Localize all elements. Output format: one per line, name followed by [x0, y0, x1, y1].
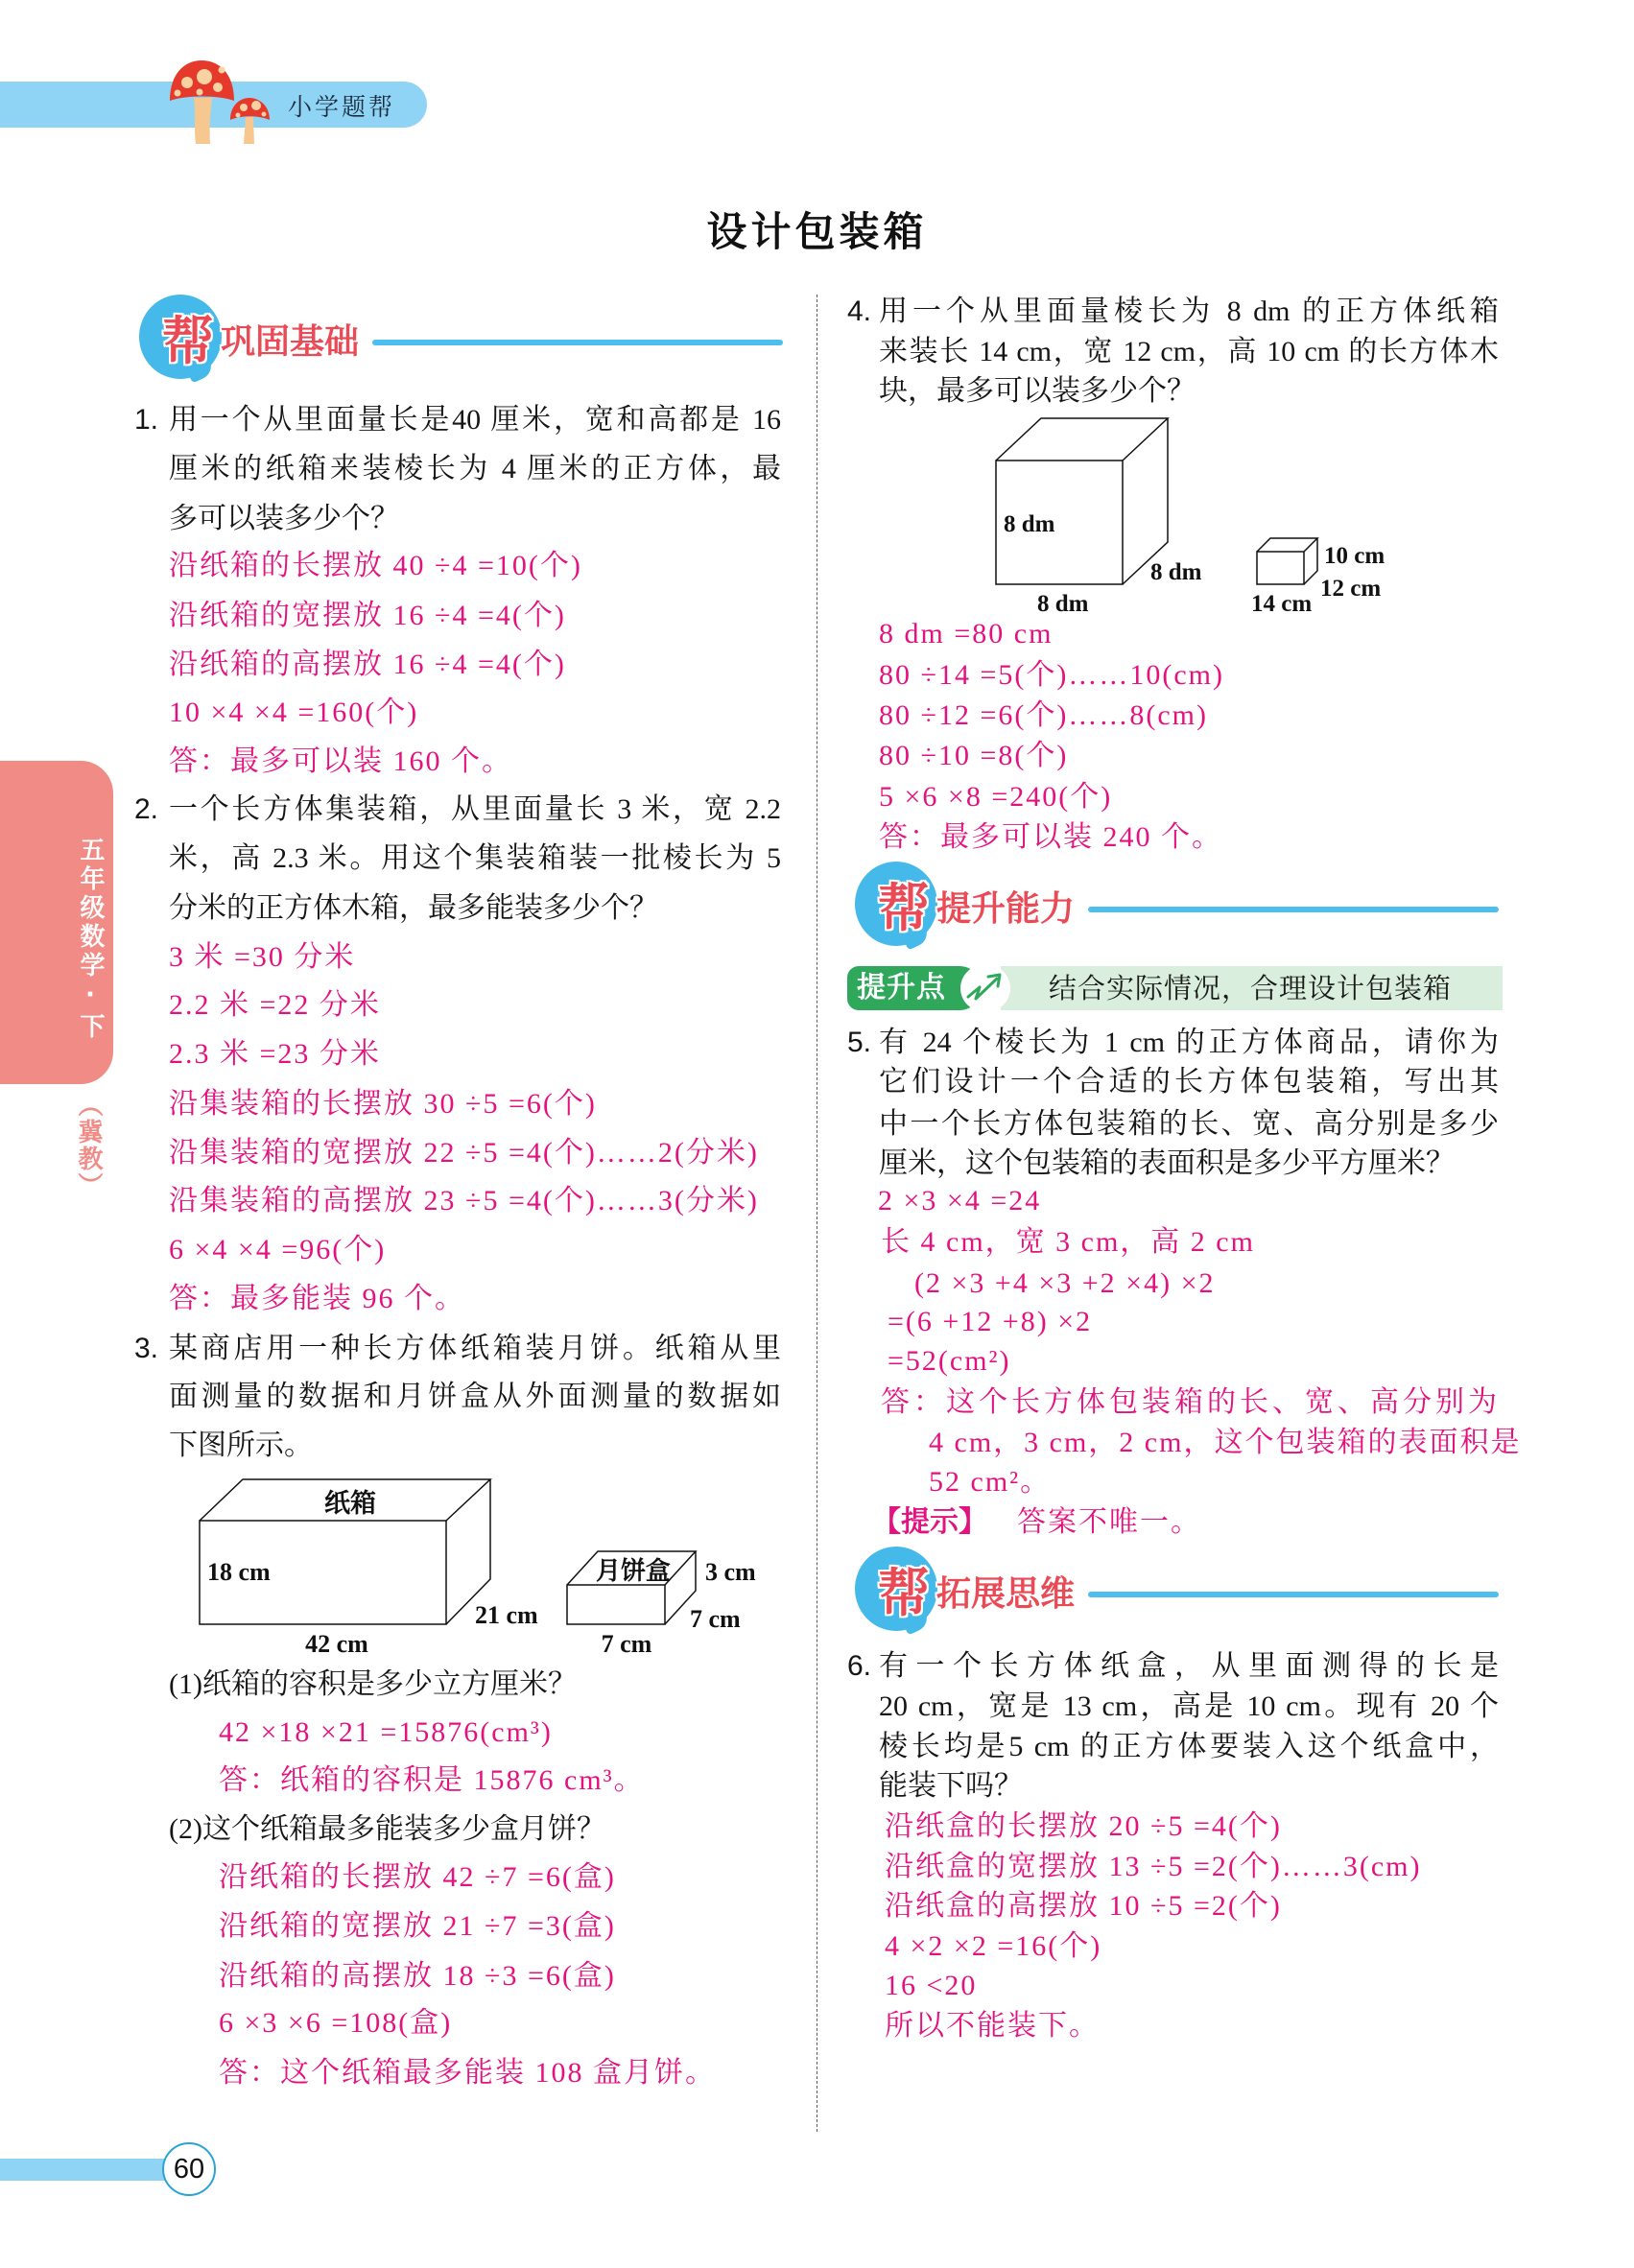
question-number: 3. — [134, 1333, 159, 1364]
question-number: 1. — [134, 404, 159, 436]
tip-arrow-holder — [960, 964, 1010, 1012]
sub-question: (2)这个纸箱最多能装多少盒月饼？ — [169, 1813, 605, 1845]
question-text-line: 某商店用一种长方体纸箱装月饼。纸箱从里 — [169, 1333, 781, 1364]
section-badge-char: 帮 — [878, 1563, 930, 1623]
answer-line: 2.3 米 =23 分米 — [169, 1038, 381, 1070]
answer-line: 答：这个纸箱最多能装 108 盒月饼。 — [219, 2057, 716, 2089]
answer-line: 6 ×4 ×4 =96(个) — [169, 1234, 387, 1265]
answer-line: 8 dm =80 cm — [879, 618, 1054, 650]
side-tab-grade-label: 五年级数学·下 — [76, 837, 105, 1042]
question-text-line: 分米的正方体木箱，最多能装多少个？ — [169, 892, 658, 924]
answer-line: 52 cm²。 — [929, 1466, 1052, 1498]
answer-line: 沿纸箱的宽摆放 16 ÷4 =4(个) — [169, 600, 566, 631]
question-text-line: 多可以装多少个？ — [169, 503, 399, 534]
hint-text: 答案不唯一。 — [1017, 1506, 1201, 1538]
question-text-line: 中一个长方体包装箱的长、宽、高分别是多少 — [879, 1108, 1499, 1140]
section-title: 提升能力 — [936, 889, 1076, 929]
footer-bar — [0, 2159, 168, 2181]
question-text-line: 米，高 2.3 米。用这个集装箱装一批棱长为 5 — [169, 842, 781, 874]
answer-line: 80 ÷12 =6(个)……8(cm) — [879, 699, 1208, 731]
answer-line: 80 ÷10 =8(个) — [879, 740, 1069, 771]
answer-line: 答：最多能装 96 个。 — [169, 1283, 465, 1314]
question-text-line: 20 cm，宽是 13 cm，高是 10 cm。现有 20 个 — [879, 1690, 1499, 1722]
sub-question: (1)纸箱的容积是多少立方厘米？ — [169, 1668, 577, 1700]
section-title: 巩固基础 — [221, 322, 360, 362]
figure-label-block-length: 14 cm — [1251, 591, 1313, 617]
answer-line: 5 ×6 ×8 =240(个) — [879, 781, 1113, 813]
figure-label-carton-length: 42 cm — [305, 1630, 368, 1658]
figure-label-block-width: 12 cm — [1320, 576, 1382, 602]
answer-line: 沿纸箱的高摆放 18 ÷3 =6(盒) — [219, 1960, 616, 1992]
question-text-line: 块，最多可以装多少个？ — [879, 375, 1196, 407]
section-title: 拓展思维 — [936, 1574, 1076, 1614]
answer-line: 沿纸箱的宽摆放 21 ÷7 =3(盒) — [219, 1910, 616, 1942]
answer-line: 沿纸箱的高摆放 16 ÷4 =4(个) — [169, 649, 566, 680]
cube-carton-and-block-figure — [979, 403, 1420, 624]
answer-line: 3 米 =30 分米 — [169, 941, 356, 973]
answer-line: 42 ×18 ×21 =15876(cm³) — [219, 1716, 553, 1748]
answer-line: 沿纸箱的长摆放 42 ÷7 =6(盒) — [219, 1861, 616, 1893]
carton-and-mooncake-box-figure — [182, 1458, 777, 1665]
answer-line: 4 cm，3 cm，2 cm，这个包装箱的表面积是 — [929, 1427, 1522, 1458]
figure-label-carton: 纸箱 — [324, 1489, 376, 1518]
page-number: 60 — [162, 2142, 216, 2196]
answer-line: 2.2 米 =22 分米 — [169, 989, 381, 1021]
answer-line: 答：最多可以装 160 个。 — [169, 745, 512, 777]
figure-label-cube-height: 8 dm — [1004, 511, 1055, 537]
answer-line: 80 ÷14 =5(个)……10(cm) — [879, 659, 1224, 691]
figure-label-mooncake-width: 7 cm — [690, 1605, 741, 1633]
figure-label-mooncake-length: 7 cm — [601, 1630, 652, 1658]
answer-line: 沿纸盒的长摆放 20 ÷5 =4(个) — [885, 1810, 1282, 1842]
answer-line: 所以不能装下。 — [885, 2010, 1100, 2042]
answer-line: 答：最多可以装 240 个。 — [879, 821, 1222, 853]
answer-line: 沿集装箱的高摆放 23 ÷5 =4(个)……3(分米) — [169, 1185, 759, 1217]
mushroom-logo-icon — [161, 56, 281, 147]
hint-label: 【提示】 — [872, 1505, 987, 1539]
question-text-line: 棱长均是5 cm 的正方体要装入这个纸盒中， — [879, 1731, 1499, 1762]
question-text-line: 能装下吗？ — [879, 1770, 1023, 1802]
question-text-line: 有 24 个棱长为 1 cm 的正方体商品，请你为 — [879, 1027, 1499, 1058]
section-badge-char: 帮 — [878, 878, 930, 938]
brand-name: 小学题帮 — [288, 93, 396, 121]
figure-label-mooncake-height: 3 cm — [705, 1558, 756, 1586]
answer-line: 6 ×3 ×6 =108(盒) — [219, 2007, 453, 2039]
question-number: 6. — [847, 1650, 872, 1682]
answer-line: 答：纸箱的容积是 15876 cm³。 — [219, 1764, 645, 1796]
question-text-line: 用一个从里面量棱长为 8 dm 的正方体纸箱 — [879, 295, 1499, 327]
question-text-line: 下图所示。 — [169, 1429, 313, 1461]
question-text-line: 它们设计一个合适的长方体包装箱，写出其 — [879, 1066, 1499, 1098]
section-badge-char: 帮 — [162, 311, 214, 371]
answer-line: =52(cm²) — [888, 1345, 1011, 1377]
figure-label-mooncake-box: 月饼盒 — [595, 1557, 672, 1585]
question-number: 4. — [847, 295, 872, 327]
figure-label-carton-width: 21 cm — [475, 1601, 538, 1629]
section-header-basic — [139, 295, 784, 383]
figure-label-cube-length: 8 dm — [1037, 591, 1089, 617]
tip-bar — [847, 966, 1503, 1010]
answer-line: 沿纸箱的长摆放 40 ÷4 =10(个) — [169, 550, 582, 581]
question-text-line: 用一个从里面量长是40 厘米，宽和高都是 16 — [169, 404, 781, 436]
answer-line: 10 ×4 ×4 =160(个) — [169, 697, 419, 728]
answer-line: 4 ×2 ×2 =16(个) — [885, 1930, 1102, 1962]
figure-label-cube-depth: 8 dm — [1150, 559, 1202, 585]
section-rule — [372, 340, 783, 345]
question-number: 2. — [134, 793, 159, 825]
figure-label-block-height: 10 cm — [1324, 543, 1385, 569]
page-title: 设计包装箱 — [706, 208, 928, 255]
question-text-line: 有一个长方体纸盒，从里面测得的长是 — [879, 1650, 1499, 1682]
question-number: 5. — [847, 1027, 872, 1058]
section-header-improve — [855, 862, 1500, 950]
answer-line: (2 ×3 +4 ×3 +2 ×4) ×2 — [914, 1267, 1216, 1299]
answer-line: 沿纸盒的高摆放 10 ÷5 =2(个) — [885, 1890, 1282, 1922]
question-text-line: 面测量的数据和月饼盒从外面测量的数据如 — [169, 1381, 781, 1412]
rising-arrow-icon — [960, 964, 1010, 1012]
answer-line: 沿集装箱的长摆放 30 ÷5 =6(个) — [169, 1088, 597, 1120]
section-header-extend — [855, 1547, 1500, 1635]
answer-line: 16 <20 — [885, 1970, 978, 2001]
side-tab-edition: （冀教） — [74, 1092, 103, 1199]
tip-text: 结合实际情况，合理设计包装箱 — [1049, 972, 1453, 1004]
answer-line: 答：这个长方体包装箱的长、宽、高分别为 — [881, 1386, 1499, 1418]
section-rule — [1088, 1592, 1499, 1597]
question-text-line: 来装长 14 cm，宽 12 cm，高 10 cm 的长方体木 — [879, 336, 1499, 367]
section-rule — [1088, 907, 1499, 912]
answer-line: 沿集装箱的宽摆放 22 ÷5 =4(个)……2(分米) — [169, 1137, 759, 1169]
question-text-line: 厘米的纸箱来装棱长为 4 厘米的正方体，最 — [169, 453, 781, 484]
answer-line: =(6 +12 +8) ×2 — [888, 1306, 1093, 1337]
answer-line: 沿纸盒的宽摆放 13 ÷5 =2(个)……3(cm) — [885, 1851, 1422, 1882]
figure-label-carton-height: 18 cm — [207, 1558, 271, 1586]
tip-badge-label: 提升点 — [857, 971, 946, 1004]
question-text-line: 厘米，这个包装箱的表面积是多少平方厘米？ — [879, 1147, 1455, 1179]
question-text-line: 一个长方体集装箱，从里面量长 3 米，宽 2.2 — [169, 793, 781, 825]
answer-line: 长 4 cm，宽 3 cm，高 2 cm — [881, 1226, 1255, 1258]
answer-line: 2 ×3 ×4 =24 — [878, 1185, 1042, 1217]
